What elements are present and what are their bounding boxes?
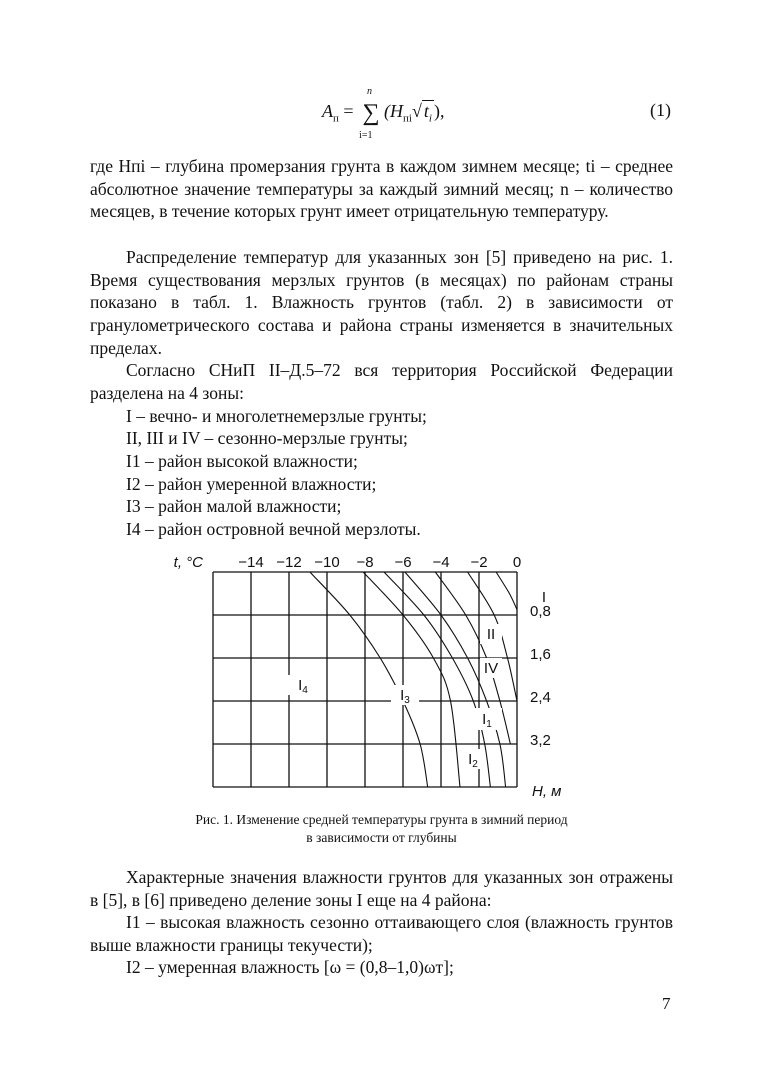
formula-lhs-sub: п (333, 112, 339, 125)
x-tick-label: −6 (394, 554, 412, 571)
formula-lhs: A (322, 101, 333, 121)
formula-t-sub: i (428, 112, 432, 125)
x-tick-label: −8 (356, 554, 374, 571)
x-tick-label: 0 (512, 554, 522, 571)
formula-equals: = (343, 101, 354, 121)
chart-x-ticks (238, 554, 521, 571)
paragraph-humidity: Характерные значения влажности грунтов для указанных зон отражены в [5], в [6] приведено деление зоны I еще на 4 района: (90, 867, 673, 910)
sum-lower: i=1 (359, 130, 373, 141)
chart-area-labels (287, 589, 546, 770)
formula-t: t (423, 101, 429, 121)
zone-item: II, III и IV – сезонно-мерзлые грунты; (126, 428, 408, 448)
area-label-i3: $I_3$ (400, 687, 410, 706)
paragraph-distribution: Распределение температур для указанных зон [5] приведено на рис. 1. Время существования мерзлых грунтов (в месяцах) по районам страны показано в табл. 1. Влажность грунтов (табл. 2) в зависимости от гранулометрического состава и района страны изменяется в значительных пределах. (90, 247, 673, 358)
formula-open: (H (384, 101, 404, 121)
y-tick-label: 1,6 (530, 646, 551, 663)
y-tick-label: 2,4 (530, 689, 551, 706)
area-label-i: I (541, 589, 547, 606)
y-tick-label: 3,2 (530, 732, 551, 749)
x-tick-label: −2 (470, 554, 488, 571)
sqrt-arg (422, 100, 434, 125)
chart-x-label: t, °C (173, 554, 203, 571)
zone-item: I – вечно- и многолетнемерзлые грунты; (126, 406, 427, 426)
zone-item: I4 – район островной вечной мерзлоты. (126, 519, 421, 539)
curve-i3 (363, 572, 460, 787)
area-label-i1: $I_1$ (482, 711, 492, 730)
curve-i2 (405, 572, 506, 787)
zone-item: I1 – район высокой влажности; (126, 451, 358, 471)
formula-h-sub: пi (403, 112, 412, 125)
chart-curves (310, 572, 517, 787)
figure-caption (90, 811, 673, 847)
x-tick-label: −14 (238, 554, 264, 571)
sum-symbol: ∑ n i=1 (359, 86, 380, 141)
district-item: I2 – умеренная влажность [ω = (0,8–1,0)ωт]; (126, 957, 454, 977)
area-label-ii: II (486, 626, 496, 643)
x-tick-label: −10 (314, 554, 340, 571)
temperature-depth-chart (175, 545, 595, 810)
area-label-i2: $I_2$ (468, 751, 478, 770)
district-item: I1 – высокая влажность сезонно оттаивающего слоя (влажность грунтов выше влажности границы текучести); (90, 912, 673, 955)
paragraph-definitions: где Hпi – глубина промерзания грунта в каждом зимнем месяце; ti – среднее абсолютное значение температуры за каждый зимний месяц; n – количество месяцев, в течение которых грунт имеет отрицательную температуру. (90, 156, 673, 222)
formula-1 (0, 86, 763, 141)
zone-item: I3 – район малой влажности; (126, 496, 342, 516)
x-tick-label: −12 (276, 554, 302, 571)
area-label-i4: $I_4$ (298, 677, 308, 696)
equation-number: (1) (650, 100, 671, 120)
curve-i (496, 572, 517, 610)
sum-upper: n (367, 86, 373, 97)
formula-expression: $A_п$ = ∑ n i=1 ($H_{пi}√$ $t_i$ ), (322, 86, 445, 141)
chart-y-ticks (530, 603, 551, 749)
formula-close: ), (433, 101, 445, 121)
x-tick-label: −4 (432, 554, 450, 571)
zone-item: I2 – район умеренной влажности; (126, 474, 377, 494)
area-label-iv: IV (483, 660, 499, 677)
caption-line-1: Рис. 1. Изменение средней температуры грунта в зимний период (195, 812, 568, 827)
page-number: 7 (662, 994, 671, 1013)
paragraph-snip: Согласно СНиП II–Д.5–72 вся территория Российской Федерации разделена на 4 зоны: (90, 360, 673, 403)
y-tick-label: 0,8 (530, 603, 551, 620)
caption-line-2: в зависимости от глубины (306, 830, 457, 845)
chart-y-label: H, м (532, 783, 562, 800)
